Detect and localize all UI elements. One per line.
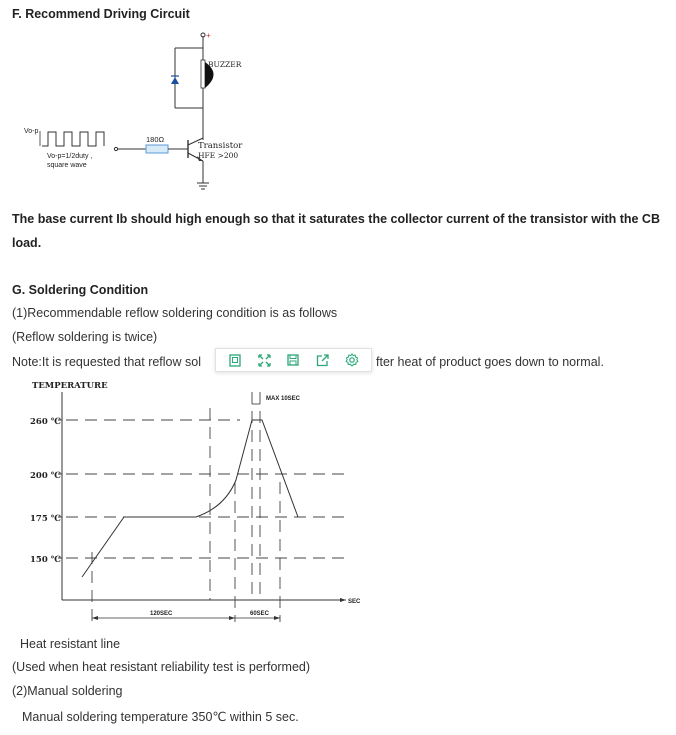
max-time-label: MAX 10SEC [266, 396, 301, 402]
tick-200: 200 ℃ [30, 471, 61, 481]
heat-resistant-line: Heat resistant line [20, 637, 121, 651]
tick-175: 175 ℃ [30, 514, 61, 524]
reflow-profile-chart [0, 372, 676, 632]
copy-icon[interactable] [225, 350, 245, 370]
tick-150: 150 ℃ [30, 555, 61, 565]
expand-icon[interactable] [254, 350, 274, 370]
reflow-condition-line: (1)Recommendable reflow soldering condition is as follows [12, 306, 338, 320]
share-icon[interactable] [313, 350, 333, 370]
note-right-text: fter heat of product goes down to normal. [376, 355, 604, 369]
wave-label-1: Vo-p=1/2duty , [47, 153, 93, 160]
settings-icon[interactable] [342, 350, 362, 370]
duration-left-label: 120SEC [150, 611, 173, 617]
driving-circuit-diagram [0, 0, 676, 200]
hfe-label: HFE >200 [198, 151, 239, 160]
tick-260: 260 ℃ [30, 417, 61, 427]
manual-soldering-text: Manual soldering temperature 350℃ within 5 sec. [22, 710, 299, 724]
base-current-note: The base current Ib should high enough so that it saturates the collector current of the transistor with the CB load. [12, 212, 660, 250]
chart-ylabel: TEMPERATURE [32, 381, 108, 391]
plus-label: + [206, 31, 211, 40]
chart-xlabel: SEC [348, 599, 361, 605]
wave-label-2: square wave [47, 162, 87, 169]
heat-resistant-note: (Used when heat resistant reliability test is performed) [12, 660, 311, 674]
section-f-title: F. Recommend Driving Circuit [12, 7, 190, 21]
transistor-label: Transistor [198, 141, 243, 151]
resistor-label: 180Ω [146, 135, 165, 144]
save-icon[interactable] [283, 350, 303, 370]
manual-soldering-title: (2)Manual soldering [12, 684, 123, 698]
duration-right-label: 60SEC [250, 611, 270, 617]
buzzer-label: BUZZER [208, 60, 242, 69]
vop-label: Vo-p [24, 128, 39, 135]
section-g-title: G. Soldering Condition [12, 283, 149, 297]
reflow-twice-line: (Reflow soldering is twice) [12, 330, 158, 344]
selection-toolbar [215, 348, 372, 372]
note-left-text: Note:It is requested that reflow sol [12, 355, 201, 369]
